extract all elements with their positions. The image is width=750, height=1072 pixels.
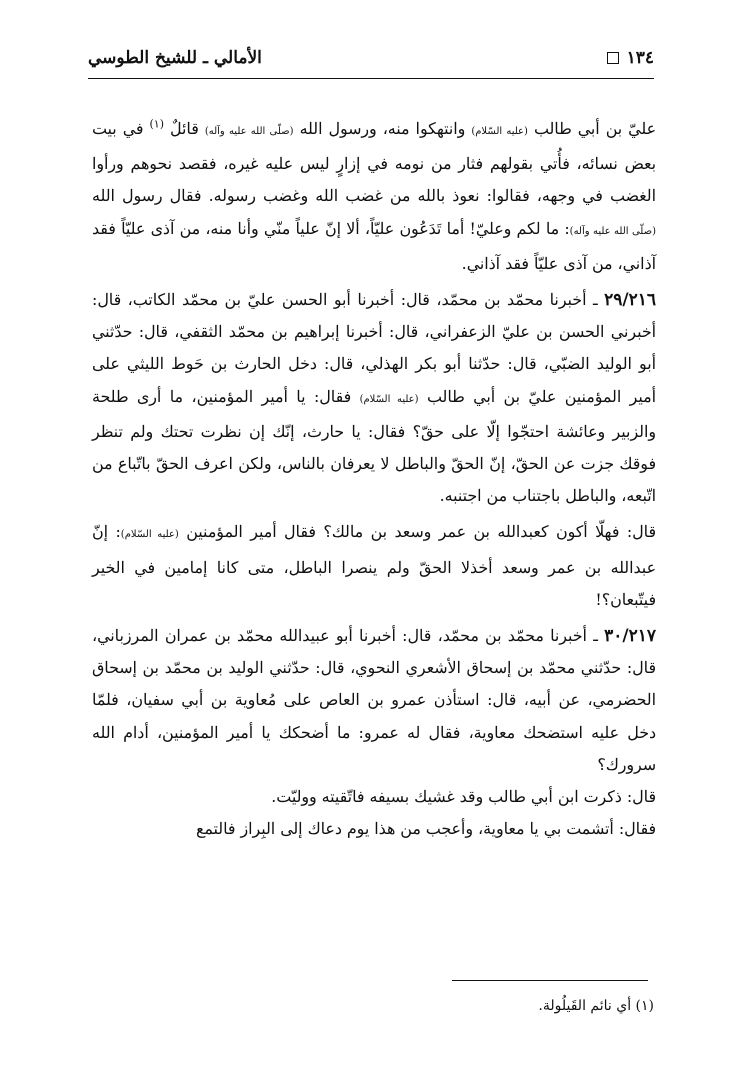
- page-number-block: [607, 48, 654, 68]
- honorific: (صلّى الله عليه وآله): [204, 126, 294, 137]
- running-title: الأمالي ـ للشيخ الطوسي: [88, 48, 262, 68]
- hadith-number: ٢٩/٢١٦: [604, 290, 656, 311]
- paragraph-6: فقال: أتشمت بي يا معاوية، وأعجب من هذا يوم دعاك إلى البِراز فالتمع: [195, 819, 656, 839]
- footnote: (١) أي نائم القَيلُولة.: [538, 998, 654, 1014]
- footnote-rule: [452, 980, 648, 981]
- paragraph-2: ٢٩/٢١٦ ـ أخبرنا محمّد بن محمّد، قال: أخبرنا أبو الحسن عليّ بن محمّد الكاتب، قال: أخبرني الحسن بن عليّ الزعفراني، قال: أخبرنا إبراهيم بن محمّد الثقفي، قال: حدّثني أبو الوليد الضبّي، قال: حدّثنا أبو بكر الهذلي، قال: دخل الحارث بن حَوط الليثي على أمير المؤمنين عليّ بن أبي طالب (عليه السّلام) فقال: يا أمير المؤمنين، ما أرى طلحة والزبير وعائشة احتجّوا إلّا على حقّ؟ فقال: يا حارث، إنّك إن نظرت تحتك ولم تنظر فوقك جزت عن الحقّ، إنّ الحقّ والباطل لا يعرفان بالناس، ولكن اعرف الحقّ باتّباع من اتّبعه، والباطل باجتناب من اجتنبه.: [92, 290, 656, 506]
- header-rule: [88, 78, 654, 79]
- honorific: (عليه السّلام): [359, 393, 419, 405]
- paragraph-3: قال: فهلّا أكون كعبدالله بن عمر وسعد بن مالك؟ فقال أمير المؤمنين (عليه السّلام): إنّ عبدالله بن عمر وسعد أخذلا الحقّ ولم ينصرا الباطل، متى كانا إمامين في الخير فيتّبعان؟!: [92, 522, 657, 609]
- paragraph-1: عليّ بن أبي طالب (عليه السّلام) وانتهكوا منه، ورسول الله (صلّى الله عليه وآله) قائلٌ $^{(١)}$ في بيت بعض نسائه، فأُتي بقولهم فثار من نومه في إزارٍ ليس عليه غيره، فقصد نحوهم ورأوا الغضب في وجهه، فقالوا: نعوذ بالله من غضب الله وغضب رسوله. فقال رسول الله (صلّى الله عليه وآله): ما لكم وعليّ! أما تَدَعُون عليّاً، ألا إنّ علياً منّي وأنا منه، من آذى عليّاً فقد آذاني، من آذى عليّاً فقد آذاني.: [92, 117, 657, 273]
- main-text: [92, 113, 656, 845]
- honorific: (عليه السّلام): [120, 529, 179, 541]
- square-marker-icon: [607, 52, 619, 64]
- honorific: (صلّى الله عليه وآله): [569, 225, 656, 237]
- paragraph-4: ٣٠/٢١٧ ـ أخبرنا محمّد بن محمّد، قال: أخبرنا أبو عبيدالله محمّد بن عمران المرزباني، قال: حدّثني محمّد بن إسحاق الأشعري النحوي، قال: حدّثني الوليد بن محمّد بن إسحاق الحضرمي، عن أبيه، قال: استأذن عمرو بن العاص على مُعاوية بن أبي سفيان، فلمّا دخل عليه استضحك معاوية، فقال له عمرو: ما أضحكك يا أمير المؤمنين، أدام الله سرورك؟: [92, 626, 656, 774]
- page-number: ١٣٤: [626, 48, 654, 68]
- paragraph-5: قال: ذكرت ابن أبي طالب وقد غشيك بسيفه فاتّقيته ووليّت.: [271, 787, 656, 807]
- hadith-number: ٣٠/٢١٧: [604, 626, 656, 647]
- honorific: (عليه السّلام): [471, 126, 528, 137]
- footnote-ref[interactable]: (١): [149, 117, 164, 131]
- page-header: [88, 44, 654, 78]
